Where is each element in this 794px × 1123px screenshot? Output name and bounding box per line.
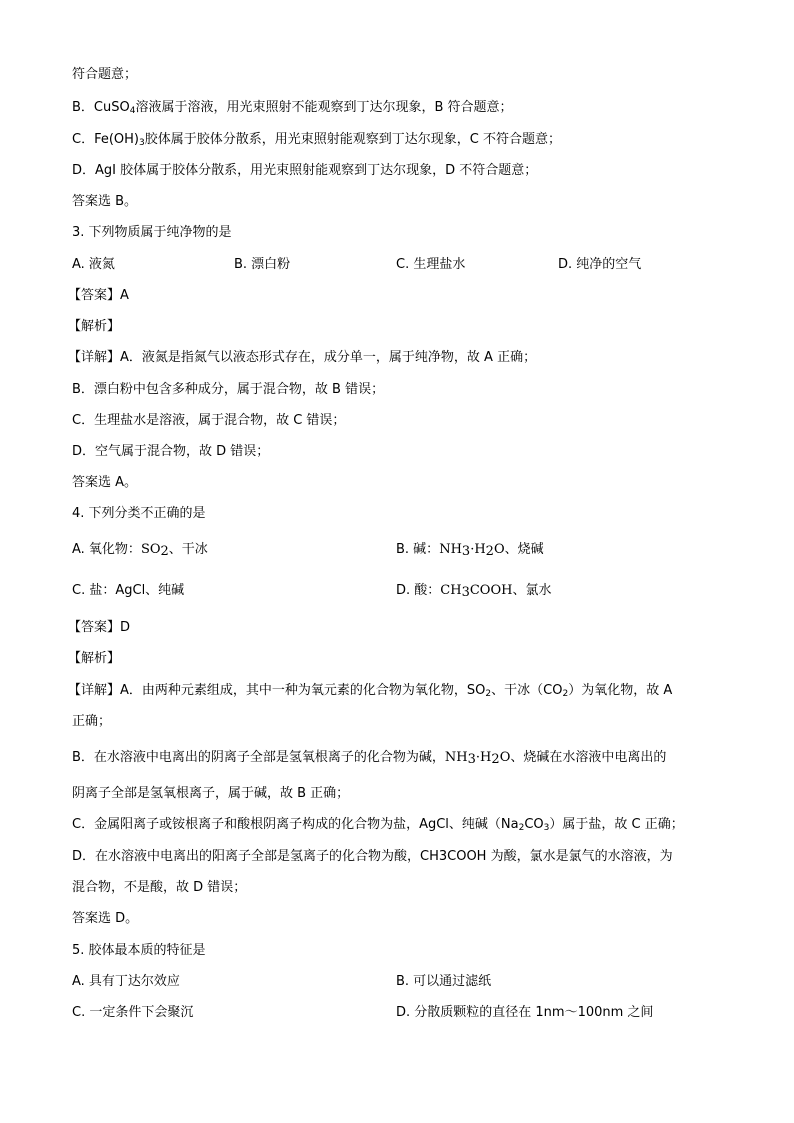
q3-stem: 3. 下列物质属于纯净物的是 — [72, 225, 232, 240]
q5-option-c: C. 一定条件下会聚沉 — [72, 1005, 194, 1020]
q5-option-d: D. 分散质颗粒的直径在 1nm～100nm 之间 — [396, 1005, 654, 1020]
detail-tag: 【详解】 — [68, 683, 121, 698]
q4-answer — [68, 616, 130, 640]
q4-stem: 4. 下列分类不正确的是 — [72, 506, 206, 521]
q3-answer — [68, 284, 129, 308]
answer-value: A — [120, 288, 129, 303]
q3-detail-d: D．空气属于混合物，故 D 错误； — [72, 444, 270, 459]
q4-detail-d: D．在水溶液中电离出的阳离子全部是氢离子的化合物为酸，CH3COOH 为酸，氯水是氯气的水溶液，为 — [72, 849, 673, 864]
q4-option-c: C. 盐：AgCl、纯碱 — [72, 583, 185, 598]
q3-option-c: C. 生理盐水 — [396, 257, 466, 272]
q4-detail-a: 【详解】A．由两种元素组成，其中一种为氧元素的化合物为氧化物，$SO_2$、干冰$(CO_2)$为氧化物，故 A — [68, 683, 673, 699]
q4-detail-a-cont: 正确； — [72, 714, 112, 729]
q2-answer-line: 答案选 B。 — [72, 194, 138, 209]
q4-detail-b-cont: 阴离子全部是氢氧根离子，属于碱，故 B 正确； — [72, 786, 350, 801]
q2-explanation-d: D．AgI 胶体属于胶体分散系，用光束照射能观察到丁达尔现象，D 不符合题意； — [72, 163, 538, 178]
q5-option-b: B. 可以通过滤纸 — [396, 974, 492, 989]
q4-analysis-tag: 【解析】 — [68, 651, 121, 666]
q2-explanation-c: C．$Fe(OH)_3$胶体属于胶体分散系，用光束照射能观察到丁达尔现象，C 不符合题意； — [72, 132, 561, 148]
q3-detail-c: C．生理盐水是溶液，属于混合物，故 C 错误； — [72, 413, 346, 428]
q4-option-d: D. 酸：$CH_3COOH$、氯水 — [396, 583, 552, 600]
q3-detail-b: B．漂白粉中包含多种成分，属于混合物，故 B 错误； — [72, 382, 385, 397]
q5-stem: 5. 胶体最本质的特征是 — [72, 943, 206, 958]
q4-detail-b: B．在水溶液中电离出的阴离子全部是氢氧根离子的化合物为碱，$NH_3\cdot H_2O$、烧碱在水溶液中电离出的 — [72, 750, 667, 767]
q4-detail-c: C．金属阳离子或铵根离子和酸根阴离子构成的化合物为盐，AgCl、纯碱$(Na_2CO_3)$属于盐，故 C 正确； — [72, 817, 684, 833]
q3-analysis-tag: 【解析】 — [68, 319, 121, 334]
answer-value: D — [120, 620, 131, 635]
answer-tag: 【答案】 — [68, 620, 121, 635]
q2-continuation: 符合题意； — [72, 67, 138, 82]
q2-explanation-b: B．CuSO$_4$溶液属于溶液，用光束照射不能观察到丁达尔现象，B 符合题意； — [72, 100, 513, 116]
q4-answer-line: 答案选 D。 — [72, 911, 139, 926]
q4-option-b: B. 碱：$NH_3\cdot H_2O$、烧碱 — [396, 542, 544, 559]
answer-tag: 【答案】 — [68, 288, 121, 303]
q3-option-b: B. 漂白粉 — [234, 257, 291, 272]
q3-answer-line: 答案选 A。 — [72, 475, 138, 490]
detail-tag: 【详解】 — [68, 350, 121, 365]
q3-option-a: A. 液氮 — [72, 257, 115, 272]
q4-option-a: A. 氧化物：$SO_2$、干冰 — [72, 542, 208, 559]
q3-option-d: D. 纯净的空气 — [558, 257, 642, 272]
q3-detail-a: 【详解】A．液氮是指氮气以液态形式存在，成分单一，属于纯净物，故 A 正确； — [68, 350, 537, 365]
q5-option-a: A. 具有丁达尔效应 — [72, 974, 180, 989]
q4-detail-d-cont: 混合物，不是酸，故 D 错误； — [72, 880, 247, 895]
